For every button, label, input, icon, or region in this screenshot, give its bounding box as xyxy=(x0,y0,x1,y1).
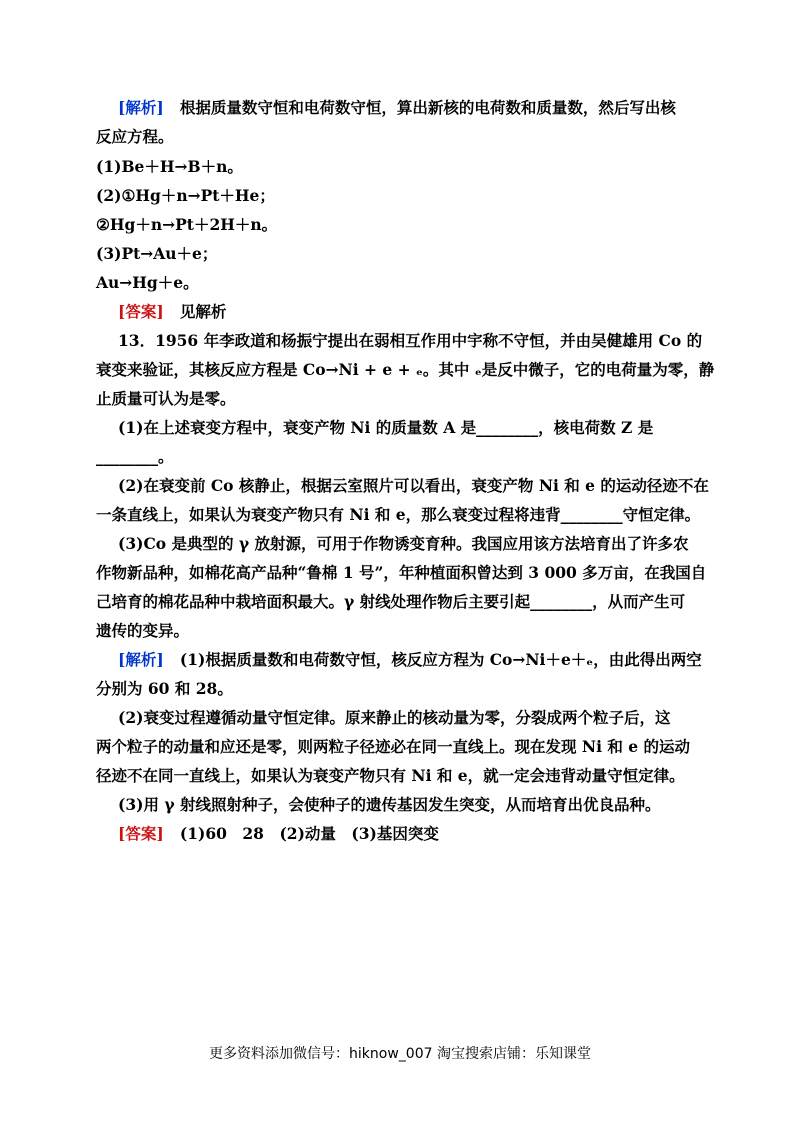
analysis-text: 反应方程。 xyxy=(96,127,174,146)
question-text: 衰变来验证，其核反应方程是 Co→Ni + e + ₑ。其中 ₑ是反中微子，它的电荷量为零，静 xyxy=(96,360,715,379)
answer-text: (1)60 28 (2)动量 (3)基因突变 xyxy=(179,824,439,843)
analysis-text: 两个粒子的动量和应还是零，则两粒子径迹必在同一直线上。现在发现 Ni 和 e 的运动 xyxy=(96,737,691,756)
sub-question-2: (2)在衰变前 Co 核静止，根据云室照片可以看出，衰变产物 Ni 和 e 的运动径迹不在 xyxy=(118,476,709,495)
question-text: 止质量可认为是零。 xyxy=(96,389,236,408)
sub-question-3: 遗传的变异。 xyxy=(96,621,190,640)
answer-tag: [答案] xyxy=(118,302,164,321)
analysis-text: 根据质量数守恒和电荷数守恒，算出新核的电荷数和质量数，然后写出核 xyxy=(179,98,676,117)
answer-1 xyxy=(118,302,226,322)
sub-question-3: 己培育的棉花品种中栽培面积最大。γ 射线处理作物后主要引起________，从而产生可 xyxy=(96,592,686,611)
analysis-tag: [解析] xyxy=(118,650,164,669)
answer-text: 见解析 xyxy=(179,302,227,321)
analysis-text: 径迹不在同一直线上，如果认为衰变产物只有 Ni 和 e，就一定会违背动量守恒定律。 xyxy=(96,766,685,785)
sub-question-3: 作物新品种，如棉花高产品种“鲁棉 1 号”，年种植面积曾达到 3 000 多万亩，在我国自 xyxy=(96,563,707,582)
answer-2 xyxy=(118,824,439,844)
equation: Au→Hg＋e。 xyxy=(96,273,199,292)
analysis-tag: [解析] xyxy=(118,98,164,117)
sub-question-3: (3)Co 是典型的 γ 放射源，可用于作物诱变育种。我国应用该方法培育出了许多农 xyxy=(118,534,689,553)
footer-note: 更多资料添加微信号：hiknow_007 淘宝搜索店铺：乐知课堂 xyxy=(209,1046,591,1062)
sub-question-2: 一条直线上，如果认为衰变产物只有 Ni 和 e，那么衰变过程将违背________守恒定律。 xyxy=(96,505,701,524)
equation: ②Hg＋n→Pt＋2H＋n。 xyxy=(96,215,278,234)
answer-tag: [答案] xyxy=(118,824,164,843)
sub-question-1: ________。 xyxy=(96,447,174,466)
analysis-text: (2)衰变过程遵循动量守恒定律。原来静止的核动量为零，分裂成两个粒子后，这 xyxy=(118,708,671,727)
analysis-text: (3)用 γ 射线照射种子，会使种子的遗传基因发生突变，从而培育出优良品种。 xyxy=(118,795,661,814)
equation: (1)Be＋H→B＋n。 xyxy=(96,157,243,176)
equation: (3)Pt→Au＋e； xyxy=(96,244,218,263)
analysis-text: (1)根据质量数和电荷数守恒，核反应方程为 Co→Ni＋e＋ₑ，由此得出两空 xyxy=(179,650,702,669)
analysis-text: 分别为 60 和 28。 xyxy=(96,679,233,698)
sub-question-1: (1)在上述衰变方程中，衰变产物 Ni 的质量数 A 是________，核电荷数 Z 是 xyxy=(118,418,654,437)
equation: (2)①Hg＋n→Pt＋He； xyxy=(96,186,275,205)
question-text: 13．1956 年李政道和杨振宁提出在弱相互作用中宇称不守恒，并由吴健雄用 Co 的 xyxy=(118,331,703,350)
